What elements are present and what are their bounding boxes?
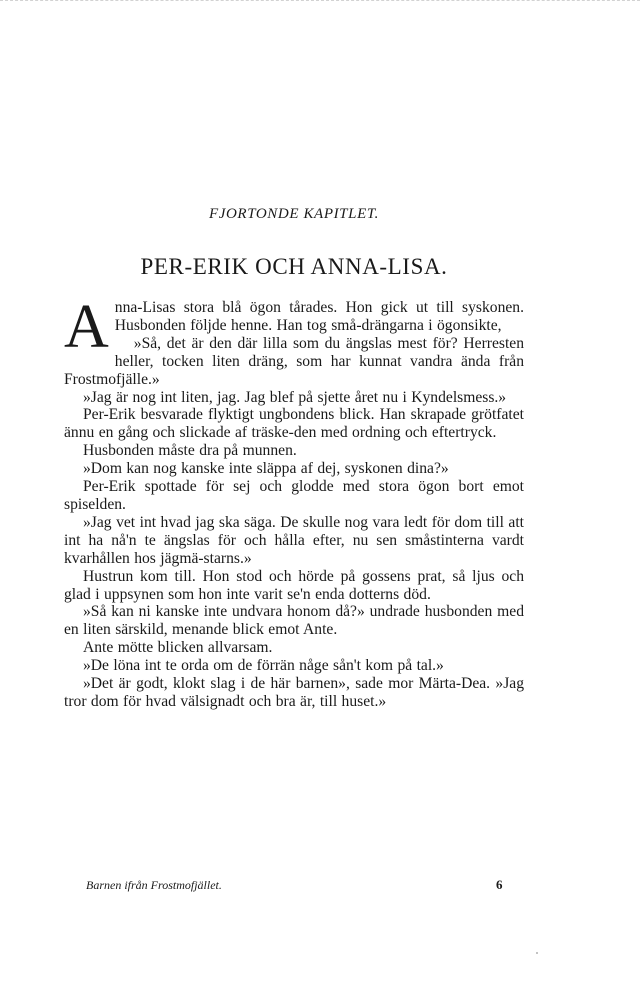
book-page — [64, 0, 524, 982]
paragraph-9: Hustrun kom till. Hon stod och hörde på gossens prat, så ljus och glad i uppsynen som hon inte varit se'n enda dotterns död. — [64, 567, 524, 603]
paragraph-11: Ante mötte blicken allvarsam. — [83, 639, 273, 657]
paragraph-5: Husbonden måste dra på munnen. — [83, 442, 297, 460]
paragraph-6: »Dom kan nog kanske inte släppa af dej, syskonen dina?» — [83, 460, 449, 478]
paragraph-2: »Så, det är den där lilla som du ängslas mest för? Herresten heller, tocken liten dräng, som har kunnat vandra ända från Frostmofjälle.» — [64, 334, 524, 388]
chapter-label: FJORTONDE KAPITLET. — [208, 206, 380, 222]
paragraph-1-text: nna-Lisas stora blå ögon tårades. Hon gick ut till syskonen. Husbonden följde henne. Han tog små-drängarna i ögonsikte, — [114, 299, 524, 334]
paragraph-4: Per-Erik besvarade flyktigt ungbondens blick. Han skrapade grötfatet ännu en gång och slickade af träske-den med ordning och eftertryck. — [64, 406, 524, 442]
running-title: Barnen ifrån Frostmofjället. — [86, 878, 222, 892]
scan-speck — [536, 952, 538, 954]
body-text — [64, 293, 524, 711]
paragraph-7: Per-Erik spottade för sej och glodde med stora ögon bort emot spiselden. — [64, 478, 524, 513]
paragraph-13: »Det är godt, klokt slag i de här barnen», sade mor Märta-Dea. »Jag tror dom för hvad välsignadt och bra är, till huset.» — [64, 675, 524, 710]
paragraph-12: »De löna int te orda om de förrän någe sån't kom på tal.» — [83, 657, 444, 675]
signature-mark: 6 — [496, 877, 503, 892]
paragraph-10: »Så kan ni kanske inte undvara honom då?» undrade husbonden med en liten särskild, menande blick emot Ante. — [64, 603, 524, 639]
paragraph-8: »Jag vet int hvad jag ska säga. De skulle nog vara ledt för dom till att int ha nå'n te ängslas för och hålla efter, nu sen småstinterna vardt kvarhållen hos jägmä-starns.» — [64, 513, 524, 567]
paragraph-3: »Jag är nog int liten, jag. Jag blef på sjette året nu i Kyndelsmess.» — [83, 388, 507, 406]
chapter-title: PER-ERIK OCH ANNA-LISA. — [140, 254, 448, 279]
drop-cap: A — [64, 293, 109, 361]
